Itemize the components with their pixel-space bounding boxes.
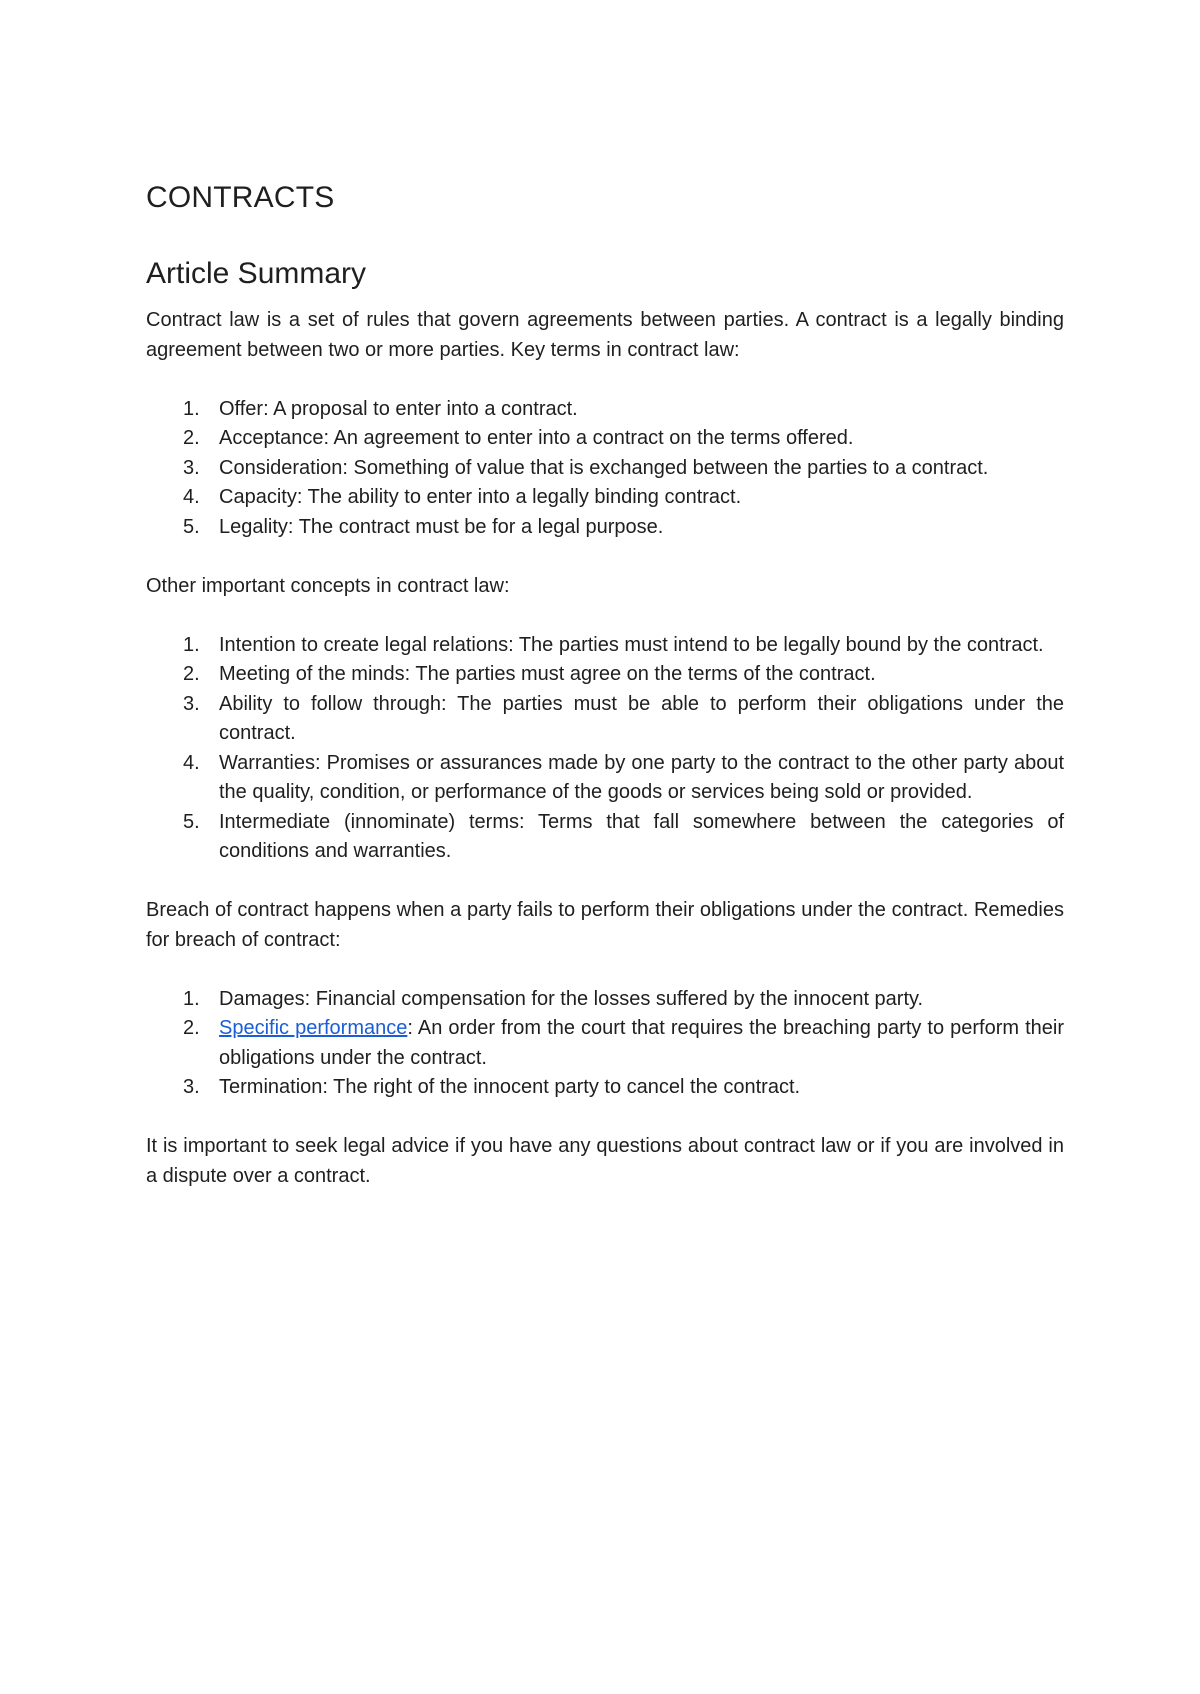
key-terms-list	[146, 395, 1064, 543]
list-number: 5.	[183, 515, 200, 538]
list-number: 2.	[183, 663, 200, 685]
intro-paragraph: Contract law is a set of rules that govern agreements between parties. A contract is a legally binding agreement between two or more parties. Key terms in contract law:	[146, 309, 1064, 361]
list-item	[146, 395, 1064, 425]
specific-performance-link[interactable]: Specific performance	[219, 1017, 408, 1039]
list-number: 5.	[183, 810, 200, 833]
remedies-list	[146, 985, 1064, 1103]
list-item-text: Ability to follow through: The parties must be able to perform their obligations under the contract.	[219, 692, 1064, 744]
list-item	[146, 749, 1064, 808]
list-number: 3.	[183, 1076, 200, 1098]
document-page	[146, 176, 1064, 1221]
list-number: 2.	[183, 1017, 200, 1039]
other-concepts-list	[146, 631, 1064, 867]
closing-paragraph: It is important to seek legal advice if you have any questions about contract law or if you are involved in a dispute over a contract.	[146, 1135, 1064, 1187]
list-item	[146, 1073, 1064, 1103]
other-concepts-intro: Other important concepts in contract law:	[146, 574, 510, 597]
list-item-text: : An order from the court that requires the breaching party to perform their obligations under the contract.	[219, 1017, 1064, 1069]
list-number: 1.	[183, 987, 200, 1010]
list-item	[146, 690, 1064, 749]
list-item	[146, 660, 1064, 690]
list-item-text: Legality: The contract must be for a legal purpose.	[219, 515, 664, 538]
list-item-text: Meeting of the minds: The parties must agree on the terms of the contract.	[219, 663, 876, 685]
list-item-text: Intention to create legal relations: The parties must intend to be legally bound by the contract.	[219, 633, 1044, 656]
document-title: CONTRACTS	[146, 181, 335, 214]
list-item	[146, 985, 1064, 1015]
list-item-text: Capacity: The ability to enter into a legally binding contract.	[219, 486, 742, 508]
list-number: 3.	[183, 456, 200, 479]
list-item-text: Damages: Financial compensation for the losses suffered by the innocent party.	[219, 987, 924, 1010]
list-number: 1.	[183, 633, 200, 656]
list-item-text: Termination: The right of the innocent party to cancel the contract.	[219, 1076, 801, 1098]
list-item-text: Intermediate (innominate) terms: Terms that fall somewhere between the categories of conditions and warranties.	[219, 810, 1064, 862]
section-heading: Article Summary	[146, 257, 367, 290]
list-item-text: Offer: A proposal to enter into a contract.	[219, 397, 578, 420]
list-item-text: Consideration: Something of value that is exchanged between the parties to a contract.	[219, 456, 989, 479]
list-item-text: Warranties: Promises or assurances made by one party to the contract to the other party about the quality, condition, or performance of the goods or services being sold or provided.	[219, 751, 1064, 803]
list-number: 3.	[183, 692, 200, 715]
list-number: 4.	[183, 751, 200, 774]
list-item	[146, 631, 1064, 661]
list-item-text: Acceptance: An agreement to enter into a contract on the terms offered.	[219, 427, 854, 449]
list-item	[146, 424, 1064, 454]
breach-intro: Breach of contract happens when a party fails to perform their obligations under the contract. Remedies for breach of contract:	[146, 899, 1064, 951]
list-item	[146, 483, 1064, 513]
list-number: 4.	[183, 486, 200, 508]
list-item	[146, 1014, 1064, 1073]
list-number: 1.	[183, 397, 200, 420]
list-item	[146, 513, 1064, 543]
list-item	[146, 454, 1064, 484]
list-item	[146, 808, 1064, 867]
list-number: 2.	[183, 427, 200, 449]
